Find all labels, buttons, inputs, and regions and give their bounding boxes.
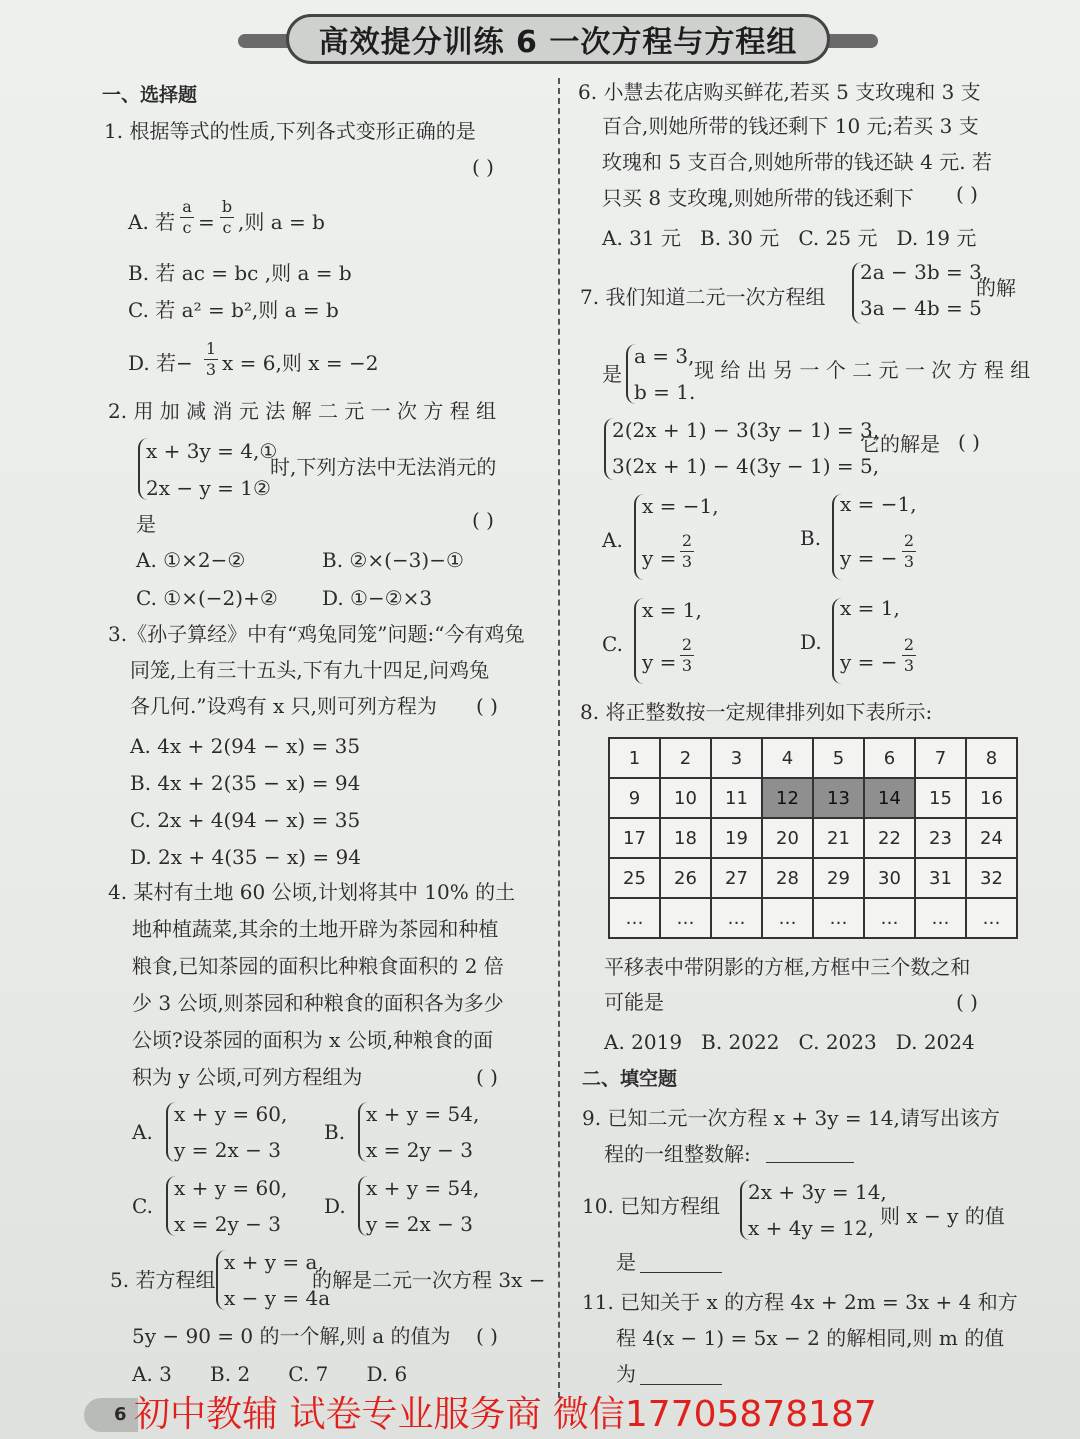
q11-line-3: 为 <box>616 1362 636 1386</box>
q4-line-2: 地种植蔬菜,其余的土地开辟为茶园和种植 <box>132 917 499 941</box>
q4-option-a-label: A. <box>132 1120 153 1144</box>
q1-stem: 1. 根据等式的性质,下列各式变形正确的是 <box>104 119 476 143</box>
table-cell: 25 <box>609 858 660 898</box>
page-title: 高效提分训练 6 一次方程与方程组 <box>286 14 830 64</box>
q1-a-f2-num: b <box>221 197 233 216</box>
q11-line-2: 程 4(x − 1) = 5x − 2 的解相同,则 m 的值 <box>616 1326 1005 1350</box>
q1-option-b: B. 若 ac = bc ,则 a = b <box>128 261 352 285</box>
table-cell: 9 <box>609 778 660 818</box>
q4-option-c-label: C. <box>132 1194 153 1218</box>
watermark-ad: 初中教辅 试卷专业服务商 微信17705878187 <box>134 1394 877 1435</box>
table-cell: … <box>711 898 762 938</box>
q7-sys-eq2: 3(2x + 1) − 4(3y − 1) = 5, <box>612 454 880 478</box>
table-cell: 17 <box>609 818 660 858</box>
q8-stem: 8. 将正整数按一定规律排列如下表所示: <box>580 700 933 724</box>
q1-option-d-prefix: D. 若− <box>128 351 193 375</box>
q1-d-den: 3 <box>205 360 217 379</box>
q3-option-d: D. 2x + 4(35 − x) = 94 <box>130 845 361 869</box>
q10-eq1: 2x + 3y = 14, <box>748 1180 887 1204</box>
q8-options: A. 2019 B. 2022 C. 2023 D. 2024 <box>604 1030 975 1054</box>
q7-d-y: y = − <box>840 650 898 674</box>
q7-option-b-label: B. <box>800 526 822 550</box>
q7-b-x: x = −1, <box>840 492 917 516</box>
table-cell: 13 <box>813 778 864 818</box>
q10-line-2: 是 <box>616 1250 636 1274</box>
q7-line-2-suffix: 现 给 出 另 一 个 二 元 一 次 方 程 组 <box>694 358 1031 382</box>
q6-line-3: 玫瑰和 5 支百合,则她所带的钱还缺 4 元. 若 <box>602 150 992 174</box>
q11-answer-blank[interactable] <box>640 1384 722 1385</box>
q3-line-2: 同笼,上有三十五头,下有九十四足,问鸡兔 <box>130 658 490 682</box>
q7-line-2-prefix: 是 <box>602 362 622 386</box>
q3-option-a: A. 4x + 2(94 − x) = 35 <box>130 734 361 758</box>
q3-answer-paren[interactable]: ( ) <box>476 694 498 718</box>
q7-option-d-label: D. <box>800 630 822 654</box>
q7-b-fraction <box>902 532 916 571</box>
q1-d-num: 1 <box>205 339 217 358</box>
q7-c-den: 3 <box>681 656 693 675</box>
q1-a-f2-den: c <box>222 218 232 237</box>
q2-option-a: A. ①×2−② <box>136 548 246 572</box>
title-banner <box>238 14 878 66</box>
table-cell: 3 <box>711 738 762 778</box>
table-cell: 8 <box>966 738 1017 778</box>
q2-stem: 2. 用 加 减 消 元 法 解 二 元 一 次 方 程 组 <box>108 399 497 423</box>
q1-a-f1-den: c <box>182 218 192 237</box>
q7-d-den: 3 <box>903 656 915 675</box>
q9-answer-blank[interactable] <box>766 1162 854 1163</box>
q1-d-suffix: x = 6,则 x = −2 <box>222 351 379 375</box>
q7-eq2: 3a − 4b = 5 <box>860 296 982 320</box>
table-row <box>609 818 1017 858</box>
q6-options: A. 31 元 B. 30 元 C. 25 元 D. 19 元 <box>602 226 977 250</box>
q10-eq2: x + 4y = 12, <box>748 1216 875 1240</box>
table-cell: 30 <box>864 858 915 898</box>
table-row <box>609 858 1017 898</box>
q7-c-x: x = 1, <box>642 598 702 622</box>
q9-line-1: 9. 已知二元一次方程 x + 3y = 14,请写出该方 <box>582 1106 1000 1130</box>
table-cell: 27 <box>711 858 762 898</box>
table-cell: … <box>660 898 711 938</box>
table-cell: 24 <box>966 818 1017 858</box>
q7-a-y: y = <box>642 546 677 570</box>
q7-sol2: b = 1. <box>634 380 696 404</box>
q7-eq1: 2a − 3b = 3, <box>860 260 989 284</box>
table-cell: 5 <box>813 738 864 778</box>
table-cell: 11 <box>711 778 762 818</box>
q6-line-2: 百合,则她所带的钱还剩下 10 元;若买 3 支 <box>602 114 979 138</box>
column-divider <box>558 78 560 1398</box>
q10-suffix: 则 x − y 的值 <box>880 1204 1005 1228</box>
q6-line-1: 6. 小慧去花店购买鲜花,若买 5 支玫瑰和 3 支 <box>578 80 981 104</box>
section-heading-choice: 一、选择题 <box>102 84 198 106</box>
table-row <box>609 898 1017 938</box>
q8-after-2: 可能是 <box>604 990 664 1014</box>
q7-d-num: 2 <box>903 635 915 654</box>
q7-sys-suffix: 它的解是 <box>860 432 940 456</box>
table-cell: … <box>762 898 813 938</box>
table-cell: … <box>813 898 864 938</box>
table-cell: … <box>966 898 1017 938</box>
q2-eq2: 2x − y = 1② <box>146 476 271 500</box>
q7-a-fraction <box>680 532 694 571</box>
q1-answer-paren[interactable]: ( ) <box>472 155 494 179</box>
q7-d-fraction <box>902 636 916 675</box>
table-row <box>609 778 1017 818</box>
q4-line-3: 粮食,已知茶园的面积比种粮食面积的 2 倍 <box>132 954 504 978</box>
q4-a-eq2: y = 2x − 3 <box>174 1138 281 1162</box>
q5-line-2: 5y − 90 = 0 的一个解,则 a 的值为 <box>132 1324 451 1348</box>
q7-sol1: a = 3, <box>634 344 695 368</box>
q3-option-b: B. 4x + 2(35 − x) = 94 <box>130 771 361 795</box>
q7-answer-paren[interactable]: ( ) <box>958 430 980 454</box>
q7-c-num: 2 <box>681 635 693 654</box>
q2-answer-paren[interactable]: ( ) <box>472 508 494 532</box>
q7-c-y: y = <box>642 650 677 674</box>
q8-after-1: 平移表中带阴影的方框,方框中三个数之和 <box>604 955 971 979</box>
table-cell: 22 <box>864 818 915 858</box>
q4-c-eq2: x = 2y − 3 <box>174 1212 281 1236</box>
table-cell: 6 <box>864 738 915 778</box>
q7-option-c-label: C. <box>602 632 623 656</box>
q7-d-x: x = 1, <box>840 596 900 620</box>
q1-a-suffix: ,则 a = b <box>238 210 325 234</box>
q2-option-d: D. ①−②×3 <box>322 586 433 610</box>
section-heading-fill: 二、填空题 <box>582 1068 678 1090</box>
q2-option-c: C. ①×(−2)+② <box>136 586 278 610</box>
table-cell: 1 <box>609 738 660 778</box>
q4-line-6: 积为 y 公顷,可列方程组为 <box>132 1065 363 1089</box>
table-cell: 2 <box>660 738 711 778</box>
table-cell: 29 <box>813 858 864 898</box>
q9-line-2: 程的一组整数解: <box>604 1142 751 1166</box>
q2-eq1: x + 3y = 4,① <box>146 439 278 463</box>
q5-options: A. 3 B. 2 C. 7 D. 6 <box>132 1362 408 1386</box>
q1-option-c: C. 若 a² = b²,则 a = b <box>128 298 339 322</box>
q4-d-eq1: x + y = 54, <box>366 1176 480 1200</box>
table-cell: 14 <box>864 778 915 818</box>
q8-answer-paren[interactable]: ( ) <box>956 990 978 1014</box>
q5-suffix: 的解是二元一次方程 3x − <box>312 1268 546 1292</box>
q7-b-num: 2 <box>903 531 915 550</box>
q4-line-4: 少 3 公顷,则茶园和种粮食的面积各为多少 <box>132 991 504 1015</box>
q1-option-a-prefix: A. 若 <box>128 210 176 234</box>
q4-c-eq1: x + y = 60, <box>174 1176 288 1200</box>
q7-c-fraction <box>680 636 694 675</box>
q11-line-1: 11. 已知关于 x 的方程 4x + 2m = 3x + 4 和方 <box>582 1290 1018 1314</box>
table-cell: 7 <box>915 738 966 778</box>
table-cell: 31 <box>915 858 966 898</box>
q5-answer-paren[interactable]: ( ) <box>476 1324 498 1348</box>
table-cell: … <box>915 898 966 938</box>
q7-prefix: 7. 我们知道二元一次方程组 <box>580 285 826 309</box>
q7-b-y: y = − <box>840 546 898 570</box>
table-row <box>609 738 1017 778</box>
q1-d-fraction <box>204 340 218 379</box>
table-cell: 10 <box>660 778 711 818</box>
q3-line-1: 3.《孙子算经》中有“鸡兔同笼”问题:“今有鸡兔 <box>108 622 525 646</box>
q6-answer-paren[interactable]: ( ) <box>956 182 978 206</box>
q10-answer-blank[interactable] <box>640 1272 722 1273</box>
table-cell: 15 <box>915 778 966 818</box>
q7-a-x: x = −1, <box>642 494 719 518</box>
q3-option-c: C. 2x + 4(94 − x) = 35 <box>130 808 361 832</box>
table-cell: 12 <box>762 778 813 818</box>
q3-line-3: 各几何.”设鸡有 x 只,则可列方程为 <box>130 694 437 718</box>
number-table <box>608 737 1018 939</box>
table-cell: 28 <box>762 858 813 898</box>
q4-line-1: 4. 某村有土地 60 公顷,计划将其中 10% 的土 <box>108 880 516 904</box>
q5-eq2: x − y = 4a <box>224 1286 331 1310</box>
q1-a-fraction-2 <box>220 198 234 237</box>
table-cell: 16 <box>966 778 1017 818</box>
q4-a-eq1: x + y = 60, <box>174 1102 288 1126</box>
table-cell: 19 <box>711 818 762 858</box>
table-cell: … <box>864 898 915 938</box>
q6-line-4: 只买 8 支玫瑰,则她所带的钱还剩下 <box>602 186 914 210</box>
page-number: 6 <box>84 1398 138 1432</box>
q7-a-den: 3 <box>681 552 693 571</box>
q5-eq1: x + y = a, <box>224 1250 324 1274</box>
q4-line-5: 公顷?设茶园的面积为 x 公顷,种粮食的面 <box>132 1028 494 1052</box>
q4-d-eq2: y = 2x − 3 <box>366 1212 473 1236</box>
table-cell: … <box>609 898 660 938</box>
q4-option-b-label: B. <box>324 1120 346 1144</box>
table-cell: 18 <box>660 818 711 858</box>
q10-prefix: 10. 已知方程组 <box>582 1194 721 1218</box>
table-cell: 20 <box>762 818 813 858</box>
q7-b-den: 3 <box>903 552 915 571</box>
table-cell: 26 <box>660 858 711 898</box>
table-cell: 21 <box>813 818 864 858</box>
q4-b-eq1: x + y = 54, <box>366 1102 480 1126</box>
q5-prefix: 5. 若方程组 <box>110 1268 216 1292</box>
table-cell: 32 <box>966 858 1017 898</box>
q2-stem-tail2: 是 <box>136 512 156 536</box>
table-cell: 23 <box>915 818 966 858</box>
q4-option-d-label: D. <box>324 1194 346 1218</box>
q7-option-a-label: A. <box>602 528 623 552</box>
q7-suffix: 的解 <box>976 276 1016 300</box>
q1-a-f1-num: a <box>182 197 192 216</box>
q4-answer-paren[interactable]: ( ) <box>476 1065 498 1089</box>
q7-a-num: 2 <box>681 531 693 550</box>
q7-sys-eq1: 2(2x + 1) − 3(3y − 1) = 3, <box>612 418 880 442</box>
q1-a-equals: = <box>198 210 215 234</box>
table-cell: 4 <box>762 738 813 778</box>
q2-option-b: B. ②×(−3)−① <box>322 548 464 572</box>
q4-b-eq2: x = 2y − 3 <box>366 1138 473 1162</box>
q1-a-fraction-1 <box>180 198 194 237</box>
q2-stem-tail: 时,下列方法中无法消元的 <box>270 455 497 479</box>
